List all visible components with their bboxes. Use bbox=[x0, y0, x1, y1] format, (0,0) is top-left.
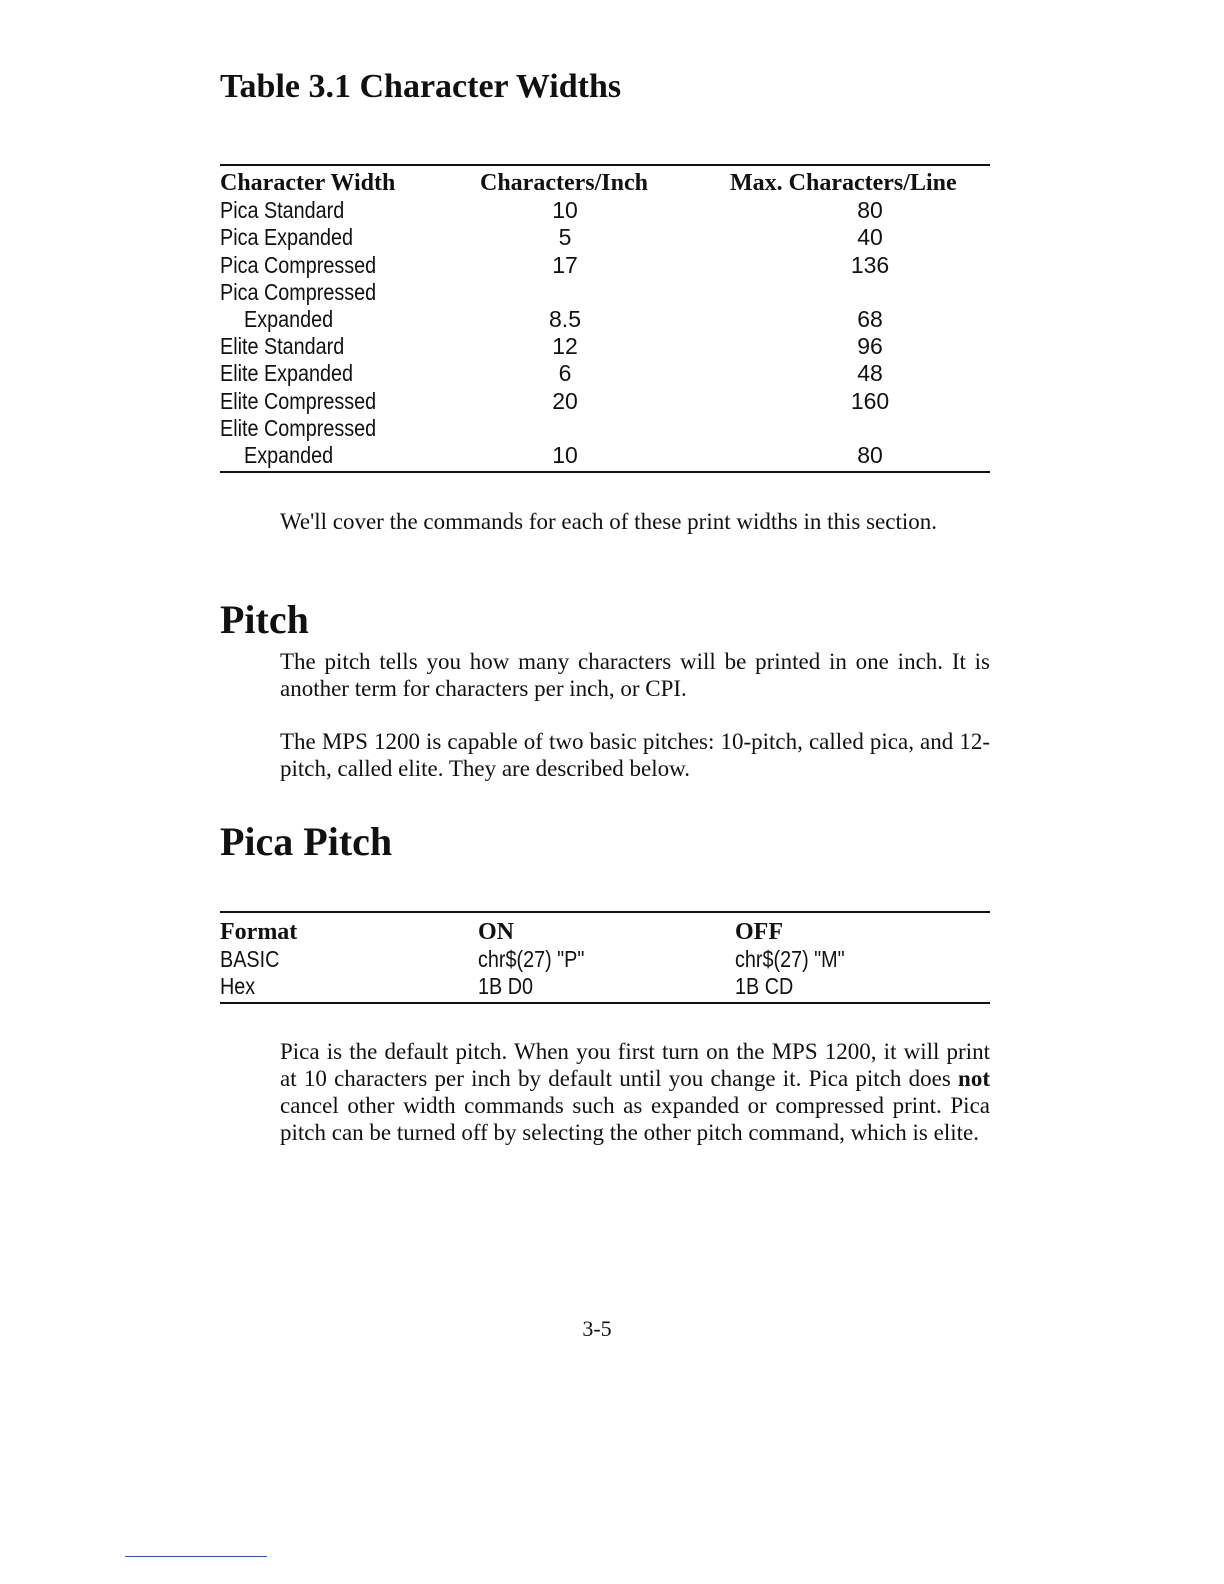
pica-pitch-command-table bbox=[220, 911, 990, 1004]
column-header-characters-per-inch: Characters/Inch bbox=[480, 170, 648, 196]
intro-paragraph: We'll cover the commands for each of these print widths in this section. bbox=[280, 509, 937, 534]
row-on: chr$(27) "P" bbox=[478, 946, 585, 972]
column-header-max-characters-per-line: Max. Characters/Line bbox=[730, 170, 957, 196]
pitch-paragraph-2: The MPS 1200 is capable of two basic pitches: 10-pitch, called pica, and 12-pitch, called elite. They are described below. bbox=[280, 729, 990, 781]
row-name: Elite Standard bbox=[220, 333, 345, 360]
row-cpi: 5 bbox=[558, 224, 572, 251]
table-row bbox=[220, 252, 990, 279]
row-max: 80 bbox=[857, 197, 883, 224]
table-row bbox=[220, 946, 990, 973]
table-row bbox=[220, 306, 990, 333]
pitch-heading: Pitch bbox=[220, 597, 309, 642]
row-format: Hex bbox=[220, 973, 256, 999]
row-name: Pica Standard bbox=[220, 197, 345, 224]
row-name: Elite Compressed bbox=[220, 387, 377, 414]
row-cpi: 10 bbox=[552, 197, 578, 224]
column-header-character-width: Character Width bbox=[220, 170, 396, 196]
row-name: Expanded bbox=[244, 441, 334, 468]
table-row bbox=[220, 442, 990, 469]
row-cpi: 20 bbox=[552, 387, 578, 414]
table-row bbox=[220, 224, 990, 251]
row-cpi: 12 bbox=[552, 333, 578, 360]
column-header-format: Format bbox=[220, 919, 298, 945]
row-cpi: 6 bbox=[558, 360, 572, 387]
row-cpi: 10 bbox=[552, 441, 578, 468]
row-name: Elite Compressed bbox=[220, 414, 377, 441]
table-row bbox=[220, 360, 990, 387]
table-row bbox=[220, 279, 990, 306]
table-title: Table 3.1 Character Widths bbox=[220, 68, 622, 105]
pica-pitch-heading: Pica Pitch bbox=[220, 819, 393, 864]
row-max: 48 bbox=[857, 360, 883, 387]
row-max: 136 bbox=[850, 251, 890, 278]
table-row bbox=[220, 973, 990, 1000]
row-max: 96 bbox=[857, 333, 883, 360]
row-name: Expanded bbox=[244, 305, 334, 332]
row-max: 80 bbox=[857, 441, 883, 468]
footer-rule bbox=[125, 1556, 267, 1557]
row-max: 40 bbox=[857, 224, 883, 251]
row-max: 160 bbox=[850, 387, 890, 414]
table-header-row bbox=[220, 170, 990, 197]
row-max: 68 bbox=[857, 305, 883, 332]
row-off: chr$(27) "M" bbox=[735, 946, 845, 972]
emphasis-not: not bbox=[958, 1066, 990, 1091]
column-header-off: OFF bbox=[735, 919, 783, 945]
table-row bbox=[220, 388, 990, 415]
table-row bbox=[220, 415, 990, 442]
row-off: 1B CD bbox=[735, 973, 794, 999]
row-name: Pica Compressed bbox=[220, 278, 377, 305]
row-name: Pica Expanded bbox=[220, 224, 354, 251]
row-on: 1B D0 bbox=[478, 973, 533, 999]
table-row bbox=[220, 197, 990, 224]
row-format: BASIC bbox=[220, 946, 280, 972]
pica-pitch-paragraph: Pica is the default pitch. When you first turn on the MPS 1200, it will print at 10 characters per inch by default until you change it. Pica pitch does not cancel other width commands such as expanded or compressed print. Pica pitch can be turned off by selecting the other pitch command, which is elite. bbox=[280, 1039, 990, 1145]
row-cpi: 17 bbox=[552, 251, 578, 278]
row-cpi: 8.5 bbox=[549, 305, 581, 332]
table-row bbox=[220, 333, 990, 360]
page-number: 3-5 bbox=[582, 1316, 612, 1341]
table-header-row bbox=[220, 919, 990, 946]
character-widths-table bbox=[220, 164, 990, 473]
row-name: Elite Expanded bbox=[220, 360, 354, 387]
column-header-on: ON bbox=[478, 919, 514, 945]
pitch-paragraph-1: The pitch tells you how many characters will be printed in one inch. It is another term for characters per inch, or CPI. bbox=[280, 649, 990, 701]
row-name: Pica Compressed bbox=[220, 251, 377, 278]
